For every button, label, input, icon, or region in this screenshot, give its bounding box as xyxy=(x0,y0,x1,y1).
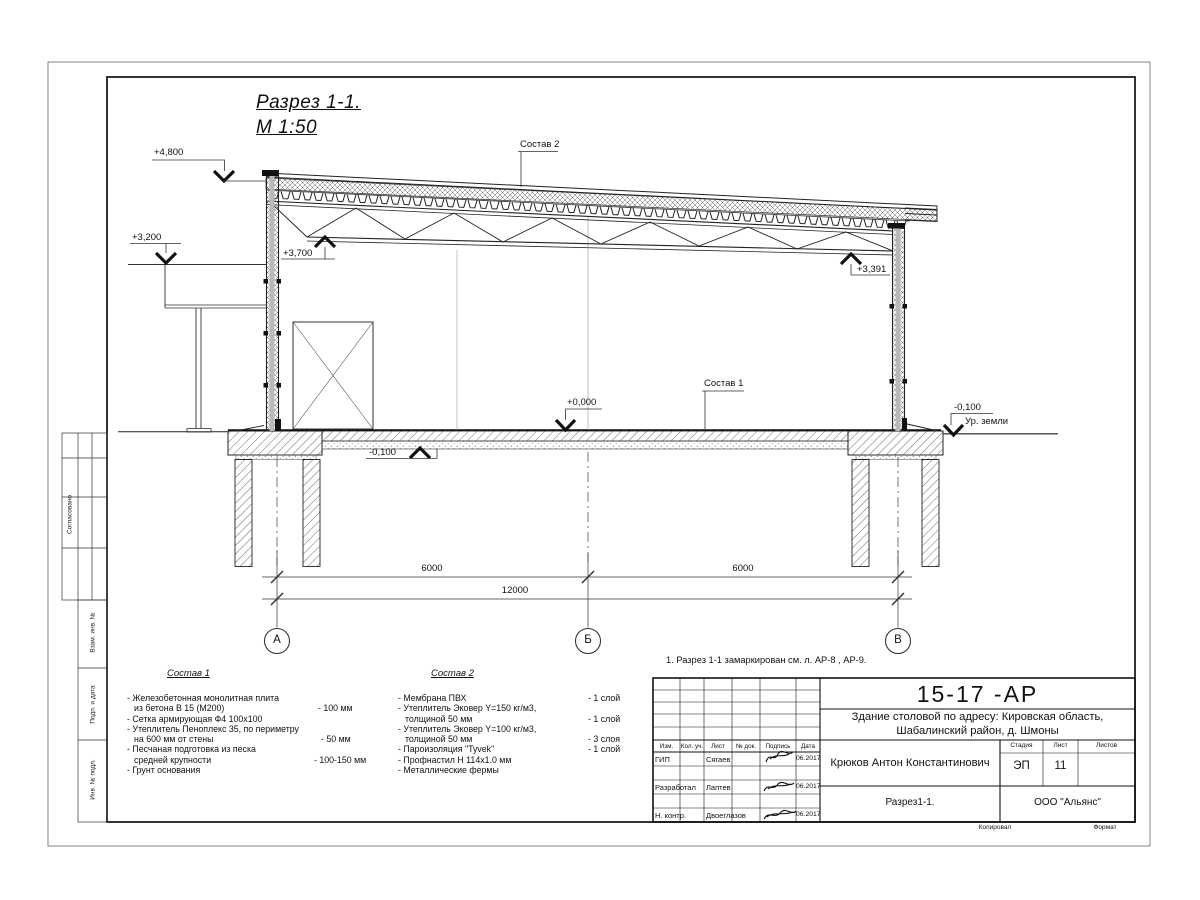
sostav1-line: - Грунт основания xyxy=(127,765,201,775)
dimension-ticks xyxy=(271,571,904,605)
sostav1-line: средней крупности xyxy=(134,755,212,765)
stamp-row-role: ГИП xyxy=(655,755,670,764)
margin-podp: Подп. и дата xyxy=(89,685,97,724)
mark-0000-icon xyxy=(556,420,575,430)
stamp-row-name: Сягаев xyxy=(706,755,731,764)
sostav1-value: - 100-150 мм xyxy=(314,755,367,765)
stamp-row-date: 06.2017 xyxy=(796,755,821,762)
stamp-sheet-value: 11 xyxy=(1054,760,1067,772)
stamp-row-date: 06.2017 xyxy=(796,783,821,790)
margin-inv: Инв. № подл. xyxy=(89,759,97,800)
stamp-header-list: Лист xyxy=(711,743,725,750)
sostav2-line: - Утеплитель Эковер Y=100 кг/м3, xyxy=(398,724,537,734)
stamp-header-izm: Изм. xyxy=(659,743,674,750)
stamp-header-sign: Подпись xyxy=(765,743,791,750)
elevation-truss-left: +3,700 xyxy=(283,248,313,259)
elevation-floor: +0,000 xyxy=(567,397,597,408)
sostav2-value: - 1 слой xyxy=(588,744,621,754)
stamp-author: Крюков Антон Константинович xyxy=(830,757,990,769)
callout-sostav2: Состав 2 xyxy=(520,139,560,150)
sostav2-header: Состав 2 xyxy=(431,668,474,679)
floor-foundation xyxy=(228,426,943,567)
stamp-row-role: Разработал xyxy=(655,783,696,792)
sostav2-value: - 1 слой xyxy=(588,693,621,703)
sostav2-value: - 3 слоя xyxy=(588,734,620,744)
sostav2-line: - Мембрана ПВХ xyxy=(398,693,467,703)
stamp-footer-format: Формат xyxy=(1093,824,1117,831)
elevation-ground: -0,100 xyxy=(954,402,981,413)
stamp-project-line2: Шабалинский район, д. Шмоны xyxy=(896,725,1059,737)
elevation-canopy: +3,200 xyxy=(132,232,162,243)
mark-4800-icon xyxy=(214,171,234,181)
mark-3700-icon xyxy=(315,237,335,247)
sostav1-line: - Сетка армирующая Ф4 100х100 xyxy=(127,714,263,724)
stamp-project-line1: Здание столовой по адресу: Кировская область, xyxy=(851,711,1104,723)
stamp-row-name: Двоеглазов xyxy=(706,811,746,820)
sostav2-value: - 1 слой xyxy=(588,714,621,724)
stamp-header-doc: № док. xyxy=(735,743,757,750)
sostav2-line: толщиной 50 мм xyxy=(405,714,473,724)
mark-m0100-left-icon xyxy=(410,448,430,458)
margin-approved: Согласовано xyxy=(66,494,74,535)
stamp-footer-copy: Копировал xyxy=(978,824,1012,831)
axis-label-b: Б xyxy=(584,634,592,646)
stamp-header-kol: Кол. уч. xyxy=(680,743,704,750)
axis-lines xyxy=(277,452,898,566)
margin-vzam: Взам. инв. № xyxy=(89,612,97,653)
sostav2-line: толщиной 50 мм xyxy=(405,734,473,744)
sostav1-line: - Железобетонная монолитная плита xyxy=(127,693,279,703)
drawing-title-line1: Разрез 1-1. xyxy=(256,92,361,113)
stamp-sheets-label: Листов xyxy=(1095,742,1118,749)
axis-label-v: В xyxy=(894,634,902,646)
stamp-sheet-label: Лист xyxy=(1053,742,1068,749)
stamp-stage-value: ЭП xyxy=(1013,760,1030,772)
sostav1-value: - 100 мм xyxy=(318,703,353,713)
stamp-doc-number: 15-17 -АР xyxy=(916,681,1039,707)
ground-level-label: Ур. земли xyxy=(965,416,1009,427)
stamp-row-name: Лаптев xyxy=(706,783,731,792)
canopy xyxy=(128,265,266,433)
elevation-truss-right: +3,391 xyxy=(857,264,887,275)
door xyxy=(293,322,373,429)
sostav2-line: - Профнастил Н 114х1.0 мм xyxy=(398,755,512,765)
right-wall xyxy=(888,223,938,431)
stamp-stage-label: Стадия xyxy=(1010,742,1033,749)
axis-label-a: А xyxy=(273,634,281,646)
sostav2-line: - Утеплитель Эковер Y=150 кг/м3, xyxy=(398,703,537,713)
sostav1-line: на 600 мм от стены xyxy=(134,734,214,744)
mark-3200-icon xyxy=(156,253,176,263)
stamp-drawing-title: Разрез1-1. xyxy=(885,797,935,808)
elevation-floor-below: -0,100 xyxy=(369,447,396,458)
stamp-row-role: Н. контр. xyxy=(655,811,686,820)
drawing-title-line2: М 1:50 xyxy=(256,117,318,138)
sostav1-line: - Песчаная подготовка из песка xyxy=(127,744,256,754)
stamp-company: ООО "Альянс" xyxy=(1034,797,1101,808)
left-wall xyxy=(262,170,281,431)
sostav1-line: из бетона В 15 (М200) xyxy=(134,703,225,713)
sheet-note: 1. Разрез 1-1 замаркирован см. л. АР-8 , АР-9. xyxy=(666,655,867,665)
dim-span1: 6000 xyxy=(421,563,443,574)
sostav1-value: - 50 мм xyxy=(321,734,351,744)
sostav2-line: - Пароизоляция "Tyvek" xyxy=(398,744,495,754)
dim-span2: 6000 xyxy=(732,563,754,574)
elevation-markers xyxy=(130,160,993,459)
stamp-row-date: 06.2017 xyxy=(796,811,821,818)
mark-3391-icon xyxy=(841,254,861,264)
sostav2-line: - Металлические фермы xyxy=(398,765,499,775)
signatures xyxy=(764,751,796,819)
elevation-roof-top: +4,800 xyxy=(154,147,184,158)
dim-total: 12000 xyxy=(501,585,529,596)
sostav1-header: Состав 1 xyxy=(167,668,210,679)
callout-sostav1: Состав 1 xyxy=(704,378,744,389)
stamp-header-date: Дата xyxy=(801,743,815,750)
sostav1-line: - Утеплитель Пеноплекс 35, по периметру xyxy=(127,724,299,734)
